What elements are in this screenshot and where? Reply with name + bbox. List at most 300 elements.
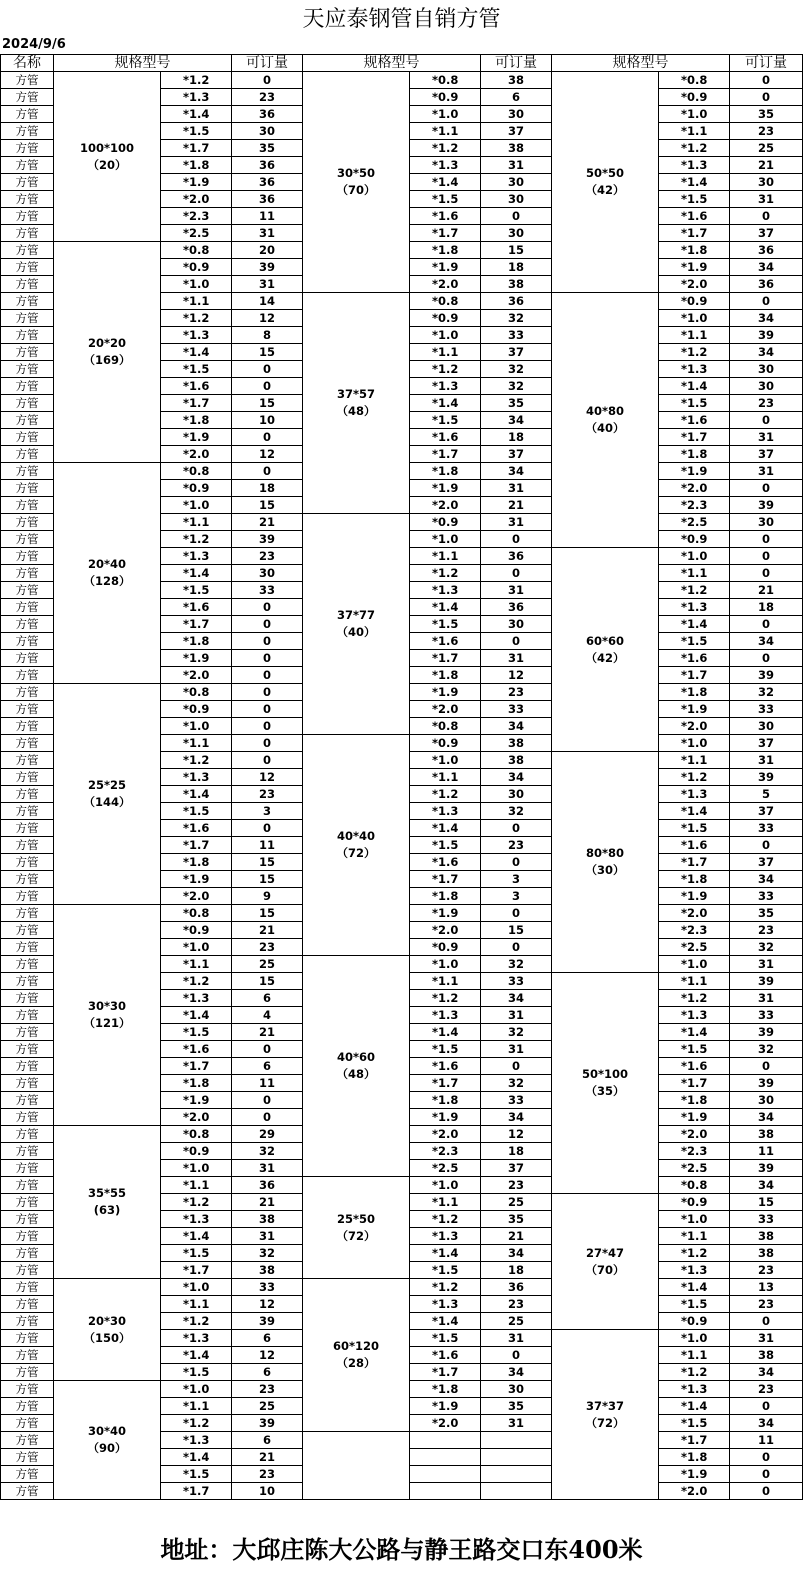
quantity-cell: 23 (232, 1381, 303, 1398)
product-name-cell: 方管 (1, 1296, 54, 1313)
thickness-cell: *0.9 (659, 1194, 730, 1211)
thickness-cell: *1.8 (161, 854, 232, 871)
thickness-cell: *2.0 (161, 446, 232, 463)
product-name-cell: 方管 (1, 89, 54, 106)
thickness-cell: *1.5 (161, 1364, 232, 1381)
quantity-cell: 35 (481, 395, 552, 412)
quantity-cell: 36 (481, 1279, 552, 1296)
quantity-cell: 23 (730, 1381, 803, 1398)
thickness-cell: *1.3 (659, 1262, 730, 1279)
thickness-cell: *1.6 (410, 1347, 481, 1364)
size-label: 37*37 (585, 1398, 625, 1413)
thickness-cell: *1.0 (659, 956, 730, 973)
table-row (1, 1279, 803, 1296)
quantity-cell: 39 (730, 1075, 803, 1092)
thickness-cell: *1.0 (659, 310, 730, 327)
quantity-cell: 29 (232, 1126, 303, 1143)
product-name-cell: 方管 (1, 446, 54, 463)
thickness-cell: *1.9 (659, 463, 730, 480)
thickness-cell: *1.4 (161, 1007, 232, 1024)
header-spec-2: 规格型号 (303, 55, 481, 72)
product-name-cell: 方管 (1, 565, 54, 582)
quantity-cell: 35 (481, 1211, 552, 1228)
thickness-cell: *1.4 (410, 820, 481, 837)
thickness-cell: *1.2 (410, 565, 481, 582)
thickness-cell: *0.8 (659, 1177, 730, 1194)
product-name-cell: 方管 (1, 1347, 54, 1364)
thickness-cell: *2.3 (659, 922, 730, 939)
thickness-cell: *1.0 (410, 531, 481, 548)
thickness-cell: *2.0 (410, 276, 481, 293)
product-name-cell: 方管 (1, 1007, 54, 1024)
thickness-cell: *1.9 (659, 888, 730, 905)
size-label: 27*47 (585, 1245, 625, 1260)
quantity-cell: 31 (730, 752, 803, 769)
quantity-cell: 37 (481, 446, 552, 463)
thickness-cell: *0.8 (161, 905, 232, 922)
quantity-cell: 0 (232, 735, 303, 752)
quantity-cell: 0 (232, 361, 303, 378)
quantity-cell: 36 (730, 242, 803, 259)
quantity-cell: 39 (730, 1160, 803, 1177)
thickness-cell: *1.0 (410, 956, 481, 973)
quantity-cell: 37 (730, 854, 803, 871)
quantity-cell: 5 (730, 786, 803, 803)
quantity-cell: 0 (481, 565, 552, 582)
quantity-cell: 12 (481, 667, 552, 684)
quantity-cell: 0 (730, 208, 803, 225)
thickness-cell: *1.0 (161, 1279, 232, 1296)
product-name-cell: 方管 (1, 157, 54, 174)
thickness-cell: *1.8 (161, 412, 232, 429)
thickness-cell: *0.9 (161, 701, 232, 718)
size-group-cell (54, 463, 161, 684)
thickness-cell: *1.2 (161, 72, 232, 89)
thickness-cell: *1.6 (659, 650, 730, 667)
quantity-cell: 4 (232, 1007, 303, 1024)
quantity-cell: 0 (481, 208, 552, 225)
size-group-cell (303, 1177, 410, 1279)
thickness-cell: *2.3 (161, 208, 232, 225)
product-name-cell: 方管 (1, 259, 54, 276)
thickness-cell: *2.3 (659, 1143, 730, 1160)
thickness-cell: *0.9 (659, 1313, 730, 1330)
size-group-cell (54, 1126, 161, 1279)
thickness-cell: *1.7 (161, 1262, 232, 1279)
quantity-cell: 0 (481, 905, 552, 922)
thickness-cell: *1.2 (161, 752, 232, 769)
product-name-cell: 方管 (1, 718, 54, 735)
size-group-cell (303, 1279, 410, 1432)
quantity-cell: 12 (232, 446, 303, 463)
quantity-cell: 38 (730, 1126, 803, 1143)
quantity-cell: 33 (481, 327, 552, 344)
thickness-cell: *0.8 (161, 242, 232, 259)
quantity-cell: 34 (730, 871, 803, 888)
thickness-cell: *1.7 (659, 225, 730, 242)
product-name-cell: 方管 (1, 1177, 54, 1194)
quantity-cell: 0 (232, 820, 303, 837)
thickness-cell: *1.1 (659, 565, 730, 582)
quantity-cell: 0 (730, 565, 803, 582)
thickness-cell: *1.4 (659, 378, 730, 395)
thickness-cell: *1.3 (161, 769, 232, 786)
thickness-cell: *1.4 (161, 1228, 232, 1245)
quantity-cell: 31 (232, 225, 303, 242)
thickness-cell: *1.2 (161, 310, 232, 327)
quantity-cell: 31 (481, 1041, 552, 1058)
thickness-cell: *1.3 (659, 1007, 730, 1024)
thickness-cell: *1.1 (659, 1347, 730, 1364)
thickness-cell: *1.8 (659, 1092, 730, 1109)
size-label: 60*120 (332, 1339, 380, 1353)
quantity-cell: 0 (232, 1092, 303, 1109)
thickness-cell: *1.8 (410, 1381, 481, 1398)
size-group-cell (54, 72, 161, 242)
thickness-cell: *2.0 (659, 1483, 730, 1500)
thickness-cell: *2.0 (659, 1126, 730, 1143)
thickness-cell: *1.4 (161, 1449, 232, 1466)
quantity-cell: 23 (730, 395, 803, 412)
thickness-cell: *1.6 (659, 837, 730, 854)
quantity-cell: 31 (730, 990, 803, 1007)
quantity-cell: 30 (730, 174, 803, 191)
quantity-cell: 23 (232, 548, 303, 565)
thickness-cell: *1.1 (410, 973, 481, 990)
quantity-cell: 38 (730, 1347, 803, 1364)
thickness-cell: *1.0 (161, 276, 232, 293)
thickness-cell: *1.7 (410, 871, 481, 888)
quantity-cell: 33 (730, 701, 803, 718)
size-label: 30*40 (87, 1424, 127, 1438)
product-name-cell: 方管 (1, 123, 54, 140)
quantity-cell: 30 (232, 123, 303, 140)
quantity-cell: 0 (232, 429, 303, 446)
quantity-cell: 18 (730, 599, 803, 616)
product-name-cell: 方管 (1, 1024, 54, 1041)
size-group-cell (303, 72, 410, 293)
thickness-cell: *1.3 (161, 1330, 232, 1347)
quantity-cell: 32 (481, 956, 552, 973)
thickness-cell: *1.1 (161, 956, 232, 973)
product-name-cell: 方管 (1, 905, 54, 922)
quantity-cell: 0 (232, 463, 303, 480)
thickness-cell: *2.5 (659, 1160, 730, 1177)
thickness-cell: *1.3 (659, 157, 730, 174)
quantity-cell: 39 (232, 259, 303, 276)
quantity-cell: 31 (730, 429, 803, 446)
thickness-cell: *0.8 (410, 718, 481, 735)
thickness-cell: *1.8 (659, 242, 730, 259)
size-label: 50*100 (581, 1067, 629, 1081)
thickness-cell: *1.0 (410, 1177, 481, 1194)
header-qty-2: 可订量 (481, 55, 552, 72)
thickness-cell: *2.0 (410, 497, 481, 514)
quantity-cell: 39 (730, 327, 803, 344)
thickness-cell: *1.0 (659, 735, 730, 752)
thickness-cell: *0.9 (410, 939, 481, 956)
thickness-cell: *1.0 (659, 1330, 730, 1347)
thickness-cell: *0.9 (161, 480, 232, 497)
thickness-cell: *0.9 (410, 310, 481, 327)
thickness-cell: *1.7 (161, 616, 232, 633)
quantity-cell: 0 (232, 667, 303, 684)
thickness-cell: *0.8 (161, 684, 232, 701)
quantity-cell: 21 (730, 157, 803, 174)
quantity-cell: 6 (481, 89, 552, 106)
thickness-cell: *1.6 (659, 412, 730, 429)
product-name-cell: 方管 (1, 616, 54, 633)
thickness-cell: *1.2 (659, 140, 730, 157)
thickness-cell: *1.8 (659, 684, 730, 701)
quantity-cell: 3 (232, 803, 303, 820)
quantity-cell: 6 (232, 990, 303, 1007)
quantity-cell: 15 (232, 395, 303, 412)
quantity-cell: 31 (481, 1007, 552, 1024)
quantity-cell: 30 (481, 616, 552, 633)
quantity-cell: 38 (730, 1245, 803, 1262)
thickness-cell: *1.7 (410, 650, 481, 667)
quantity-cell: 32 (730, 1041, 803, 1058)
thickness-cell: *1.1 (659, 752, 730, 769)
quantity-cell: 0 (730, 650, 803, 667)
thickness-cell: *1.3 (410, 157, 481, 174)
thickness-cell: *1.9 (161, 429, 232, 446)
size-group-cell (552, 548, 659, 752)
quantity-cell: 38 (232, 1262, 303, 1279)
quantity-cell: 12 (232, 769, 303, 786)
quantity-cell: 10 (232, 1483, 303, 1500)
quantity-cell: 3 (481, 871, 552, 888)
product-name-cell: 方管 (1, 803, 54, 820)
page-title: 天应泰钢管自销方管 (302, 7, 501, 32)
quantity-cell: 34 (730, 344, 803, 361)
quantity-cell: 37 (730, 446, 803, 463)
quantity-cell (481, 1483, 552, 1500)
quantity-cell: 31 (232, 1228, 303, 1245)
thickness-cell: *1.0 (161, 718, 232, 735)
quantity-cell: 15 (481, 242, 552, 259)
size-total: （90） (87, 1441, 127, 1455)
quantity-cell: 15 (730, 1194, 803, 1211)
size-group-cell (303, 735, 410, 956)
quantity-cell: 0 (730, 293, 803, 310)
product-name-cell: 方管 (1, 1143, 54, 1160)
thickness-cell: *0.9 (659, 293, 730, 310)
quantity-cell: 23 (232, 1466, 303, 1483)
product-name-cell: 方管 (1, 140, 54, 157)
quantity-cell: 15 (232, 854, 303, 871)
thickness-cell (410, 1432, 481, 1449)
size-group-cell (303, 514, 410, 735)
thickness-cell: *1.2 (410, 1211, 481, 1228)
quantity-cell: 23 (232, 786, 303, 803)
product-name-cell: 方管 (1, 667, 54, 684)
product-name-cell: 方管 (1, 837, 54, 854)
quantity-cell: 34 (481, 990, 552, 1007)
product-name-cell: 方管 (1, 650, 54, 667)
thickness-cell: *1.1 (161, 735, 232, 752)
thickness-cell: *1.3 (410, 1296, 481, 1313)
thickness-cell: *1.7 (410, 1364, 481, 1381)
thickness-cell: *1.5 (161, 361, 232, 378)
thickness-cell: *1.3 (161, 1432, 232, 1449)
thickness-cell: *1.7 (161, 395, 232, 412)
thickness-cell: *1.7 (659, 1432, 730, 1449)
thickness-cell: *1.1 (161, 293, 232, 310)
product-name-cell: 方管 (1, 429, 54, 446)
thickness-cell: *1.6 (410, 1058, 481, 1075)
thickness-cell: *1.2 (659, 1364, 730, 1381)
quantity-cell: 0 (481, 854, 552, 871)
thickness-cell: *1.1 (410, 1194, 481, 1211)
quantity-cell: 38 (481, 735, 552, 752)
thickness-cell: *1.9 (410, 480, 481, 497)
size-total: (63) (93, 1203, 121, 1217)
report-date: 2024/9/6 (2, 37, 66, 52)
thickness-cell: *1.0 (161, 1160, 232, 1177)
thickness-cell: *1.7 (161, 837, 232, 854)
thickness-cell: *1.6 (410, 854, 481, 871)
thickness-cell: *1.2 (659, 1245, 730, 1262)
thickness-cell: *1.1 (659, 1228, 730, 1245)
size-label: 37*77 (336, 608, 376, 622)
quantity-cell: 6 (232, 1058, 303, 1075)
size-label: 35*55 (87, 1186, 127, 1200)
quantity-cell: 31 (481, 480, 552, 497)
size-group-cell (552, 72, 659, 293)
quantity-cell: 38 (481, 752, 552, 769)
quantity-cell: 9 (232, 888, 303, 905)
quantity-cell: 34 (730, 310, 803, 327)
product-name-cell: 方管 (1, 1449, 54, 1466)
thickness-cell: *1.3 (161, 990, 232, 1007)
quantity-cell: 0 (232, 599, 303, 616)
thickness-cell: *1.3 (659, 599, 730, 616)
quantity-cell: 25 (481, 1194, 552, 1211)
size-total: （121） (83, 1016, 131, 1030)
quantity-cell: 0 (481, 1347, 552, 1364)
product-name-cell: 方管 (1, 1279, 54, 1296)
size-label: 40*60 (336, 1050, 376, 1064)
thickness-cell: *1.9 (659, 1109, 730, 1126)
quantity-cell: 30 (232, 565, 303, 582)
thickness-cell: *1.8 (161, 1075, 232, 1092)
thickness-cell: *1.6 (659, 208, 730, 225)
size-group-cell (552, 973, 659, 1194)
thickness-cell: *1.8 (410, 463, 481, 480)
quantity-cell: 15 (232, 905, 303, 922)
quantity-cell: 0 (730, 72, 803, 89)
quantity-cell: 36 (730, 276, 803, 293)
thickness-cell: *1.5 (410, 837, 481, 854)
quantity-cell: 37 (481, 344, 552, 361)
size-total: （28） (336, 1356, 376, 1370)
thickness-cell: *1.5 (659, 1296, 730, 1313)
quantity-cell: 0 (232, 684, 303, 701)
quantity-cell: 31 (481, 582, 552, 599)
quantity-cell: 36 (481, 599, 552, 616)
thickness-cell: *1.8 (659, 871, 730, 888)
quantity-cell: 31 (730, 463, 803, 480)
quantity-cell: 37 (730, 803, 803, 820)
quantity-cell: 34 (481, 463, 552, 480)
quantity-cell: 36 (232, 191, 303, 208)
size-group-cell (54, 905, 161, 1126)
product-name-cell: 方管 (1, 208, 54, 225)
quantity-cell: 0 (232, 378, 303, 395)
quantity-cell: 21 (232, 514, 303, 531)
quantity-cell: 34 (730, 259, 803, 276)
quantity-cell: 10 (232, 412, 303, 429)
product-name-cell: 方管 (1, 1041, 54, 1058)
thickness-cell: *1.5 (161, 1024, 232, 1041)
quantity-cell: 25 (481, 1313, 552, 1330)
thickness-cell: *1.0 (161, 497, 232, 514)
quantity-cell: 30 (481, 1381, 552, 1398)
product-name-cell: 方管 (1, 276, 54, 293)
thickness-cell: *1.3 (410, 1228, 481, 1245)
quantity-cell: 6 (232, 1432, 303, 1449)
thickness-cell: *1.0 (161, 1381, 232, 1398)
thickness-cell: *1.6 (410, 633, 481, 650)
quantity-cell: 0 (730, 616, 803, 633)
size-label: 40*80 (585, 404, 625, 418)
thickness-cell: *1.5 (659, 1041, 730, 1058)
quantity-cell: 21 (481, 1228, 552, 1245)
thickness-cell: *2.0 (161, 1109, 232, 1126)
thickness-cell: *1.3 (410, 803, 481, 820)
product-name-cell: 方管 (1, 1126, 54, 1143)
thickness-cell: *1.7 (161, 1483, 232, 1500)
size-total: （150） (83, 1330, 131, 1345)
quantity-cell: 38 (481, 72, 552, 89)
quantity-cell: 13 (730, 1279, 803, 1296)
quantity-cell (481, 1449, 552, 1466)
quantity-cell: 0 (730, 1313, 803, 1330)
size-total: （35） (585, 1084, 625, 1098)
quantity-cell: 30 (730, 378, 803, 395)
size-total: （48） (336, 404, 376, 418)
thickness-cell: *1.9 (161, 174, 232, 191)
quantity-cell: 33 (730, 888, 803, 905)
product-name-cell: 方管 (1, 72, 54, 89)
product-name-cell: 方管 (1, 1432, 54, 1449)
thickness-cell: *1.2 (410, 140, 481, 157)
size-total: （72） (336, 1228, 376, 1243)
quantity-cell: 32 (481, 378, 552, 395)
quantity-cell: 30 (481, 174, 552, 191)
quantity-cell: 0 (730, 548, 803, 565)
quantity-cell: 33 (481, 701, 552, 718)
size-total: （40） (336, 625, 376, 639)
thickness-cell: *1.1 (410, 769, 481, 786)
quantity-cell: 31 (730, 956, 803, 973)
size-label: 50*50 (585, 166, 625, 180)
quantity-cell: 32 (730, 684, 803, 701)
thickness-cell: *1.5 (161, 803, 232, 820)
thickness-cell: *1.1 (161, 1398, 232, 1415)
product-name-cell: 方管 (1, 1381, 54, 1398)
product-name-cell: 方管 (1, 531, 54, 548)
quantity-cell: 0 (232, 718, 303, 735)
quantity-cell: 15 (232, 497, 303, 514)
size-label: 80*80 (585, 846, 625, 860)
thickness-cell: *1.1 (161, 514, 232, 531)
quantity-cell: 15 (232, 973, 303, 990)
header-name: 名称 (1, 55, 54, 72)
size-label: 30*30 (87, 999, 127, 1013)
